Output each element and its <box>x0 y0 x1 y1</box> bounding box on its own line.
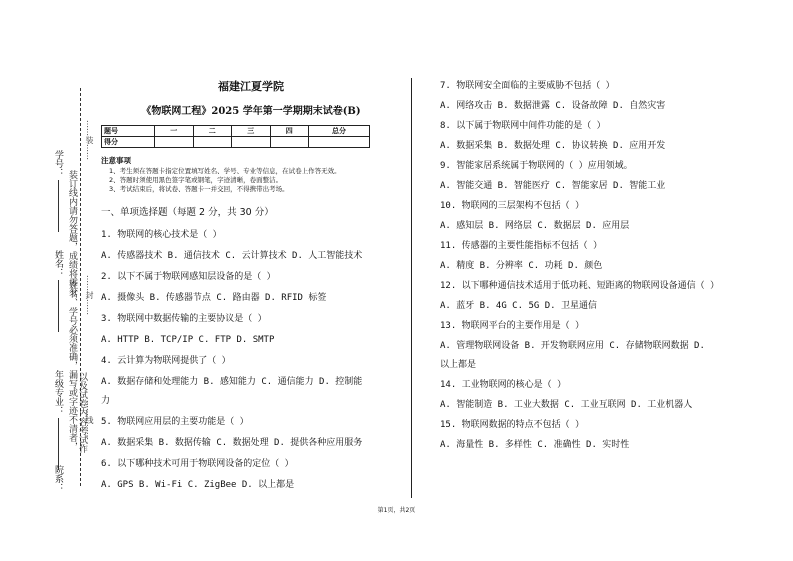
score-cell <box>155 137 194 148</box>
score-cell: 四 <box>270 126 309 137</box>
seal-mark-xian: ……线…… <box>85 400 94 440</box>
question-stem: 9. 智能家居系统属于物联网的（ ）应用领域。 <box>440 161 633 171</box>
score-cell: 得分 <box>102 137 155 148</box>
question-options: A. 数据采集 B. 数据处理 C. 协议转换 D. 应用开发 <box>440 141 666 151</box>
question-options: A. 智能制造 B. 工业大数据 C. 工业互联网 D. 工业机器人 <box>440 400 693 410</box>
score-cell: 三 <box>232 126 271 137</box>
question-stem: 10. 物联网的三层架构不包括（ ） <box>440 201 585 211</box>
section-title: 一、单项选择题（每题 2 分，共 30 分） <box>101 207 274 218</box>
question-stem: 14. 工业物联网的核心是（ ） <box>440 380 567 390</box>
notes-item: 1、考生须在答题卡指定位置填写姓名、学号、专业等信息，在试卷上作答无效。 <box>109 167 341 175</box>
score-table-header-row <box>102 126 370 137</box>
seal-mark-feng: ……封…… <box>85 275 94 315</box>
question-stem: 4. 云计算为物联网提供了（ ） <box>101 356 231 366</box>
student-name-field <box>52 250 65 332</box>
left-column <box>101 78 401 491</box>
department-field <box>52 465 65 492</box>
seal-mark-zhuang: ……装…… <box>85 120 94 160</box>
student-id-field <box>52 150 65 232</box>
question-options: A. 数据存储和处理能力 B. 感知能力 C. 通信能力 D. 控制能 <box>101 377 363 387</box>
score-cell <box>309 137 370 148</box>
department-label: 院系： <box>53 465 63 492</box>
score-table-score-row <box>102 137 370 148</box>
grade-major-field <box>52 370 65 470</box>
question-options: A. HTTP B. TCP/IP C. FTP D. SMTP <box>101 335 275 345</box>
binding-notice-1: 装订线内请勿答题，成绩将零分 <box>67 170 77 296</box>
column-divider <box>411 78 412 498</box>
question-options: A. 海量性 B. 多样性 C. 准确性 D. 实时性 <box>440 440 630 450</box>
question-stem: 15. 物联网数据的特点不包括（ ） <box>440 420 585 430</box>
binding-margin <box>0 0 100 561</box>
question-stem: 12. 以下哪种通信技术适用于低功耗、短距离的物联网设备通信（ ） <box>440 281 720 291</box>
grade-major-label: 年级专业： <box>53 370 63 415</box>
notes-item: 2、答题时须使用黑色签字笔或钢笔，字迹清晰，卷面整洁。 <box>109 176 283 184</box>
question-options: A. GPS B. Wi-Fi C. ZigBee D. 以上都是 <box>101 480 295 490</box>
score-cell <box>270 137 309 148</box>
question-options: A. 数据采集 B. 数据传输 C. 数据处理 D. 提供各种应用服务 <box>101 438 363 448</box>
question-stem: 6. 以下哪种技术可用于物联网设备的定位（ ） <box>101 459 294 469</box>
question-stem: 13. 物联网平台的主要作用是（ ） <box>440 321 585 331</box>
question-stem: 8. 以下属于物联网中间件功能的是（ ） <box>440 121 606 131</box>
score-table <box>101 125 370 148</box>
question-options: A. 管理物联网设备 B. 开发物联网应用 C. 存储物联网数据 D. <box>440 341 705 351</box>
score-cell <box>232 137 271 148</box>
score-cell: 一 <box>155 126 194 137</box>
question-options: A. 感知层 B. 网络层 C. 数据层 D. 应用层 <box>440 221 630 231</box>
school-name: 福建江夏学院 <box>218 80 284 93</box>
student-name-label: 姓名： <box>53 250 63 277</box>
score-cell: 二 <box>193 126 232 137</box>
question-options: A. 摄像头 B. 传感器节点 C. 路由器 D. RFID 标签 <box>101 293 327 303</box>
question-options-continued: 力 <box>101 396 111 406</box>
question-options-continued: 以上都是 <box>440 360 477 370</box>
question-stem: 5. 物联网应用层的主要功能是（ ） <box>101 417 249 427</box>
exam-title: 《物联网工程》2025 学年第一学期期末试卷(B) <box>141 106 361 117</box>
question-stem: 1. 物联网的核心技术是（ ） <box>101 230 222 240</box>
binding-notice-3: 以及试卷内容考试作 <box>77 372 87 453</box>
question-stem: 11. 传感器的主要性能指标不包括（ ） <box>440 241 603 251</box>
student-id-label: 学号： <box>53 150 63 177</box>
binding-notice-2: 姓名、学号必须准确，漏写或字迹不清者， <box>67 280 77 451</box>
question-stem: 2. 以下不属于物联网感知层设备的是（ ） <box>101 272 276 282</box>
right-column <box>440 78 740 451</box>
question-options: A. 精度 B. 分辨率 C. 功耗 D. 颜色 <box>440 261 603 271</box>
question-stem: 3. 物联网中数据传输的主要协议是（ ） <box>101 314 267 324</box>
notes-heading: 注意事项 <box>101 156 131 165</box>
question-options: A. 蓝牙 B. 4G C. 5G D. 卫星通信 <box>440 301 597 311</box>
question-stem: 7. 物联网安全面临的主要威胁不包括（ ） <box>440 81 615 91</box>
question-options: A. 智能交通 B. 智能医疗 C. 智能家居 D. 智能工业 <box>440 181 666 191</box>
score-cell: 总分 <box>309 126 370 137</box>
exam-notes <box>101 156 401 194</box>
score-cell <box>193 137 232 148</box>
question-options: A. 网络攻击 B. 数据泄露 C. 设备故障 D. 自然灾害 <box>440 101 666 111</box>
score-cell: 题号 <box>102 126 155 137</box>
question-options: A. 传感器技术 B. 通信技术 C. 云计算技术 D. 人工智能技术 <box>101 251 363 261</box>
notes-item: 3、考试结束后，将试卷、答题卡一并交回，不得携带出考场。 <box>109 185 289 193</box>
page-footer: 第1页，共2页 <box>377 507 416 514</box>
